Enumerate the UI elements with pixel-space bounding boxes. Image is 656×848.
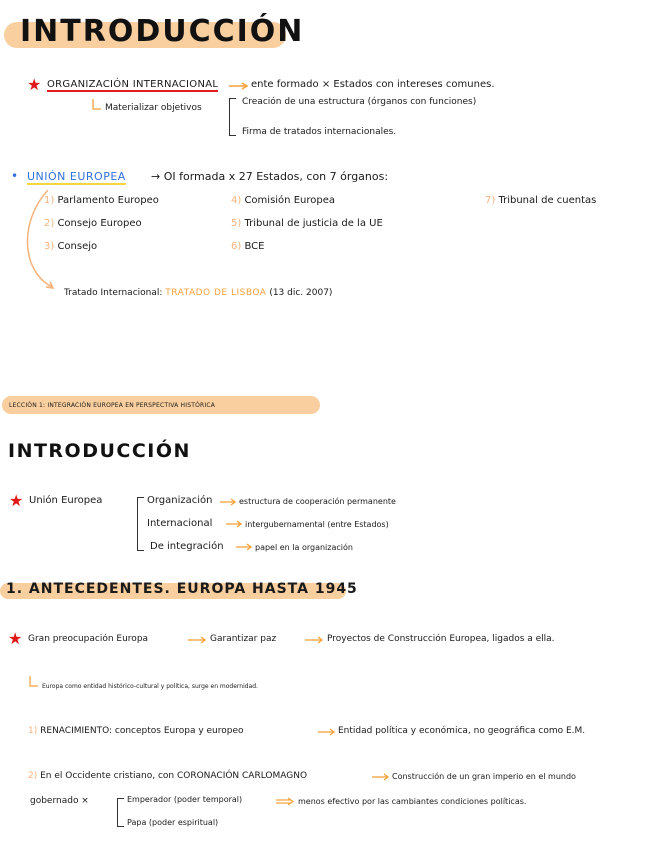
- ue-bracket: [137, 497, 144, 551]
- organ-item: 6) BCE: [231, 241, 265, 252]
- org-definition: estructura de cooperación permanente: [239, 497, 396, 506]
- deint-term: De integración: [150, 541, 224, 552]
- ue-label: Unión Europea: [29, 495, 103, 506]
- int-definition: intergubernamental (entre Estados): [245, 520, 389, 529]
- oi-bracket: [229, 98, 236, 136]
- int-term: Internacional: [147, 518, 213, 529]
- firma-item: Firma de tratados internacionales.: [242, 127, 397, 137]
- organ-item: 1) Parlamento Europeo: [44, 195, 159, 206]
- proyectos: Proyectos de Construcción Europea, ligados a ella.: [327, 634, 555, 644]
- tratado-label: Tratado Internacional:: [64, 288, 163, 298]
- page-title: INTRODUCCIÓN: [20, 14, 305, 49]
- tratado-date: (13 dic. 2007): [269, 288, 333, 298]
- oi-definition: ente formado × Estados con intereses comunes.: [251, 79, 495, 90]
- garantizar-paz: Garantizar paz: [210, 634, 277, 644]
- deint-definition: papel en la organización: [255, 543, 353, 552]
- leccion-title: LECCIÓN 1: INTEGRACIÓN EUROPEA EN PERSPECTIVA HISTÓRICA: [9, 402, 216, 409]
- organ-item: 3) Consejo: [44, 241, 98, 252]
- gran-preocupacion: Gran preocupación Europa: [28, 634, 149, 644]
- tratado-name: TRATADO DE LISBOA: [165, 288, 267, 298]
- creacion-item: Creación de una estructura (órganos con funciones): [242, 97, 477, 107]
- gobernado-label: gobernado ×: [30, 796, 89, 806]
- bullet-dot: •: [11, 169, 19, 183]
- ue-definition: → OI formada x 27 Estados, con 7 órganos:: [151, 170, 389, 183]
- antecedentes-title: 1. ANTECEDENTES. EUROPA HASTA 1945: [6, 581, 358, 597]
- org-term: Organización: [147, 495, 213, 506]
- organ-item: 5) Tribunal de justicia de la UE: [231, 218, 383, 229]
- punto-renacimiento: 1) RENACIMIENTO: conceptos Europa y europeo: [28, 726, 244, 736]
- section-title: INTRODUCCIÓN: [8, 440, 191, 462]
- organ-item: 2) Consejo Europeo: [44, 218, 142, 229]
- emperador-def: menos efectivo por las cambiantes condiciones políticas.: [298, 797, 527, 806]
- materializar-label: Materializar objetivos: [105, 103, 202, 113]
- organ-item: 4) Comisión Europea: [231, 195, 335, 206]
- emperador-item: Emperador (poder temporal): [127, 795, 243, 804]
- star-icon: ★: [27, 75, 42, 94]
- papa-item: Papa (poder espiritual): [127, 818, 219, 827]
- star-icon: ★: [8, 629, 23, 648]
- renacimiento-def: Entidad política y económica, no geográfica como E.M.: [338, 726, 586, 736]
- carlomagno-def: Construcción de un gran imperio en el mundo: [392, 772, 576, 781]
- oi-term: ORGANIZACIÓN INTERNACIONAL: [47, 79, 219, 90]
- tratado-line: [64, 288, 332, 298]
- punto-carlomagno: 2) En el Occidente cristiano, con CORONACIÓN CARLOMAGNO: [28, 771, 308, 781]
- star-icon: ★: [9, 491, 24, 510]
- organ-item: 7) Tribunal de cuentas: [485, 195, 597, 206]
- nota-europa: Europa como entidad histórico-cultural y política, surge en modernidad.: [42, 683, 258, 690]
- gobernado-bracket: [117, 798, 124, 827]
- ue-term: UNIÓN EUROPEA: [27, 170, 126, 183]
